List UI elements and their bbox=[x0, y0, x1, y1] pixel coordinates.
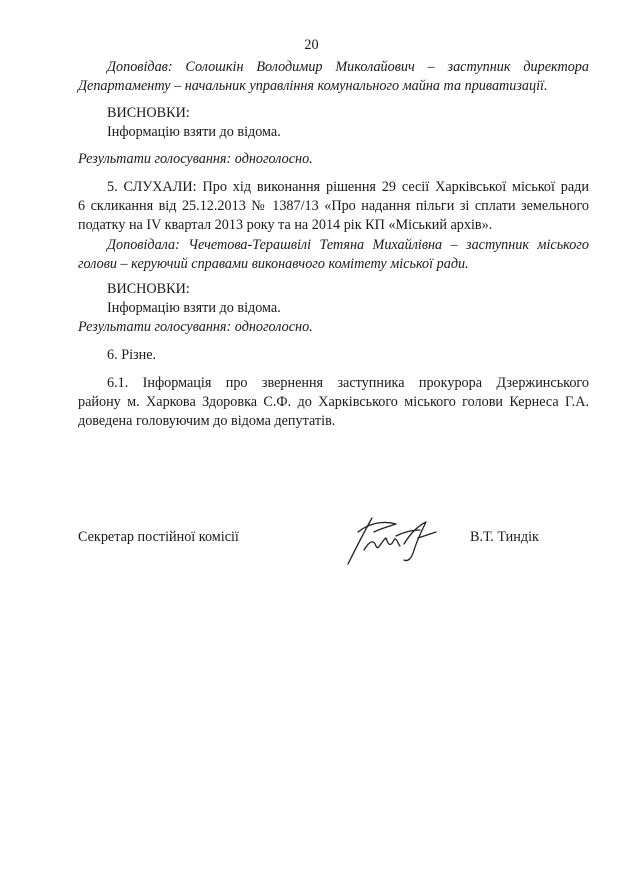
speaker-report-1 bbox=[78, 58, 589, 96]
vote-result-1-text: Результати голосування: одноголосно. bbox=[78, 151, 313, 167]
speaker-report-1-line-1: Доповідав: Солошкін Володимир Миколайович – заступник директора bbox=[107, 59, 589, 75]
speaker-report-2-line-1: Доповідала: Чечетова-Терашвілі Тетяна Михайлівна – заступник міського bbox=[107, 237, 589, 253]
conclusions-1-heading: ВИСНОВКИ: bbox=[107, 105, 190, 121]
signatory-name: В.Т. Тиндік bbox=[470, 529, 539, 545]
vote-result-1 bbox=[78, 150, 589, 169]
speaker-report-1-line-2: Департаменту – начальник управління комунального майна та приватизації. bbox=[78, 78, 548, 94]
agenda-item-5 bbox=[78, 178, 589, 235]
agenda-item-5-line-3: податку на IV квартал 2013 року та на 2014 рік КП «Міський архів». bbox=[78, 217, 493, 233]
signatory-title: Секретар постійної комісії bbox=[78, 529, 239, 545]
agenda-item-6-1-line-2: району м. Харкова Здоровка С.Ф. до Харківського міського голови Кернеса Г.А. bbox=[78, 394, 589, 410]
agenda-item-6 bbox=[78, 346, 589, 365]
conclusions-1 bbox=[78, 104, 589, 142]
vote-result-2 bbox=[78, 318, 589, 337]
conclusions-1-text: Інформацію взяти до відома. bbox=[107, 124, 281, 140]
agenda-item-6-1-line-3: доведена головуючим до відома депутатів. bbox=[78, 413, 336, 429]
agenda-item-6-1 bbox=[78, 374, 589, 431]
speaker-report-2 bbox=[78, 236, 589, 274]
page-number: 20 bbox=[304, 37, 319, 53]
agenda-item-6-text: 6. Різне. bbox=[107, 347, 157, 363]
agenda-item-5-line-2: 6 скликання від 25.12.2013 № 1387/13 «Про надання пільги зі сплати земельного bbox=[78, 198, 589, 214]
agenda-item-6-1-line-1: 6.1. Інформація про звернення заступника прокурора Дзержинського bbox=[107, 375, 589, 391]
conclusions-2-text: Інформацію взяти до відома. bbox=[107, 300, 281, 316]
handwritten-signature bbox=[334, 510, 444, 566]
conclusions-2 bbox=[78, 280, 589, 318]
agenda-item-5-line-1: 5. СЛУХАЛИ: Про хід виконання рішення 29 сесії Харківської міської ради bbox=[107, 179, 589, 195]
vote-result-2-text: Результати голосування: одноголосно. bbox=[78, 319, 313, 335]
speaker-report-2-line-2: голови – керуючий справами виконавчого комітету міської ради. bbox=[78, 256, 469, 272]
conclusions-2-heading: ВИСНОВКИ: bbox=[107, 281, 190, 297]
